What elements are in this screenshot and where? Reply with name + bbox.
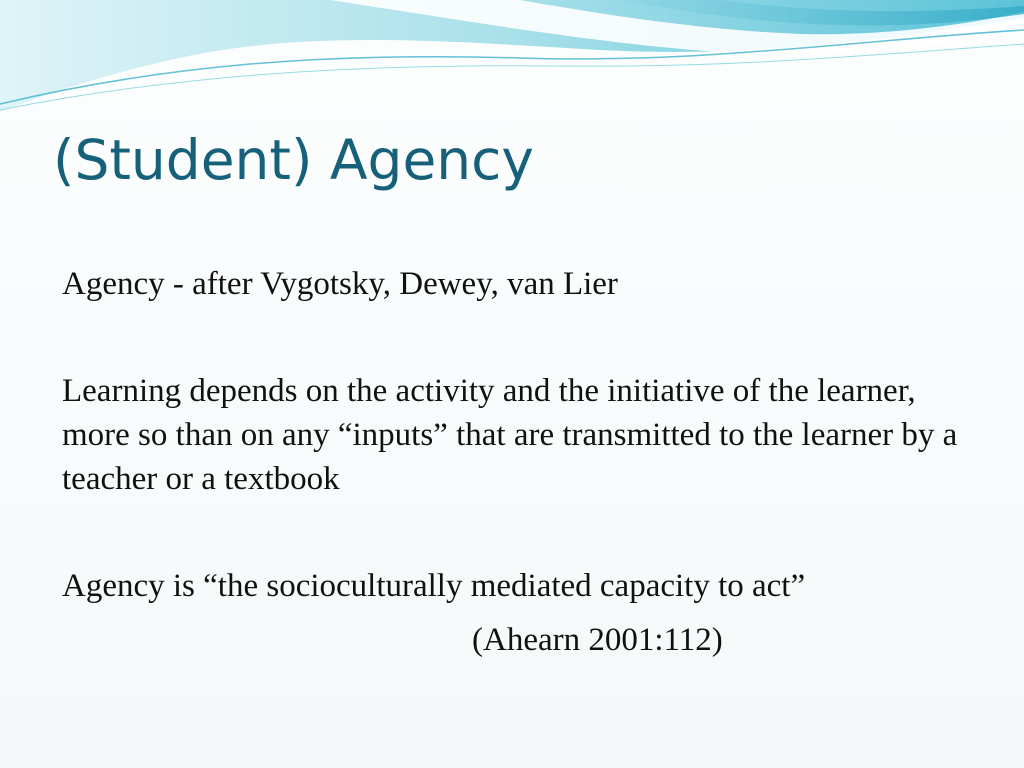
header-wave-decoration [0, 0, 1024, 120]
slide-title: (Student) Agency [53, 128, 534, 192]
paragraph-definition: Agency is “the socioculturally mediated capacity to act” [62, 568, 806, 604]
paragraph-learning: Learning depends on the activity and the initiative of the learner, more so than on any “inputs” that are transmitted to the learner by a teacher or a textbook [62, 373, 958, 497]
citation: (Ahearn 2001:112) [472, 622, 723, 658]
paragraph-influences: Agency - after Vygotsky, Dewey, van Lier [62, 266, 618, 302]
